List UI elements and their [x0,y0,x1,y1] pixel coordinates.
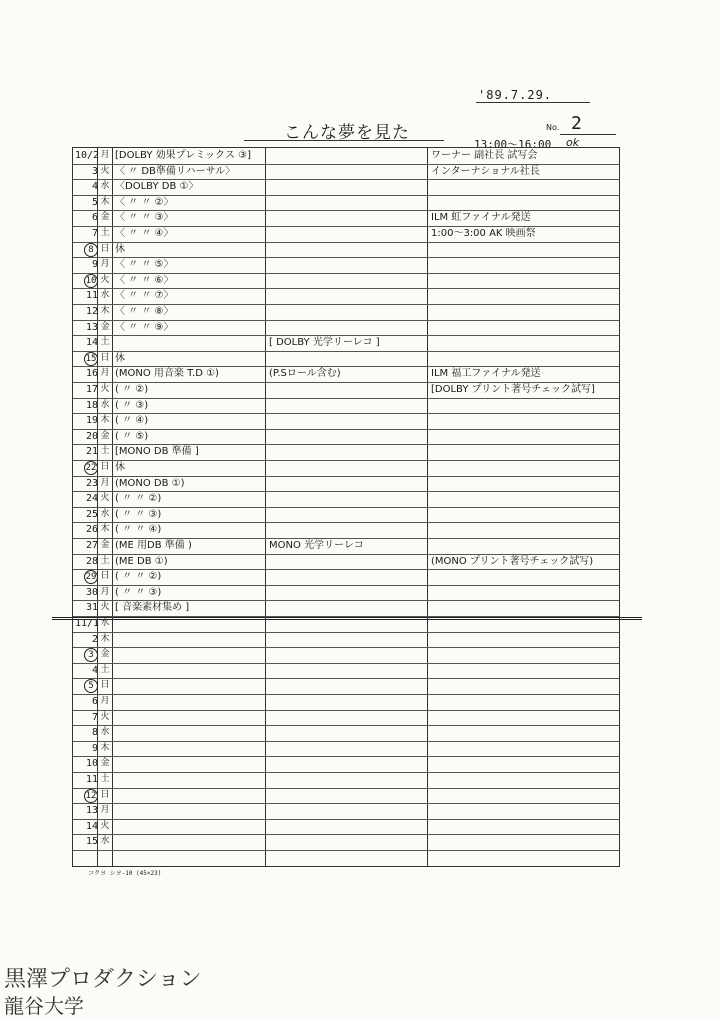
weekday-cell: 月 [100,150,110,160]
table-row [73,710,619,727]
weekday-cell: 木 [100,742,110,753]
post-production-cell: 〈 〃 〃 ⑦〉 [115,290,174,302]
post-production-cell: ( 〃 〃 ④) [115,524,162,536]
weekday-cell: 日 [100,352,110,363]
post-production-cell: [ 音楽素材集め ] [115,602,190,614]
weekday-cell: 土 [100,228,110,238]
table-row [73,491,619,508]
post-production-cell: ( 〃 ⑤) [115,430,149,442]
table-row [73,273,619,290]
schedule-grid [72,147,620,867]
circled-day-marker: 12 [85,790,97,801]
day-cell: 14 [85,337,98,349]
weekday-cell: 木 [100,524,110,535]
table-row [73,413,619,430]
day-cell [75,273,98,288]
day-cell: 12 [85,306,98,317]
title-underline [244,140,444,141]
post-production-cell: [DOLBY 効果プレミックス ③] [115,150,251,161]
day-cell: 13 [85,805,98,817]
day-cell: 2 [91,633,98,645]
post-production-cell: 〈DOLBY DB ①〉 [115,181,199,193]
day-cell: 7 [91,711,98,723]
notes-cell: ILM 福工ファイナル発送 [431,368,541,380]
page-number-label: No. [546,123,560,132]
weekday-cell: 火 [100,165,110,176]
day-cell: 6 [91,212,98,224]
circled-day-marker: 3 [84,648,98,662]
weekday-cell: 月 [100,805,110,816]
weekday-cell: 火 [100,711,110,722]
weekday-cell: 水 [100,508,110,519]
table-row [73,507,619,524]
weekday-cell: 水 [100,399,110,410]
day-cell: 10 [85,758,98,770]
weekday-cell: 土 [100,337,110,348]
post-production-cell: ( 〃 〃 ③) [115,508,162,520]
notes-cell: インターナショナル社長 [431,165,540,177]
table-row [73,694,619,711]
weekday-cell: 月 [100,477,110,488]
post-production-cell: ( 〃 ③) [115,399,149,411]
day-cell: 14 [85,820,98,832]
notes-cell: ILM 虹ファイナル発送 [431,212,531,224]
table-row [73,210,619,227]
table-row [73,382,619,399]
table-row [73,647,619,664]
circled-day-marker: 22 [85,463,97,473]
weekday-cell: 日 [100,243,110,254]
weekday-cell: 水 [100,618,110,628]
weekday-cell: 火 [100,820,110,831]
table-row [73,678,619,695]
post-production-cell: [MONO DB 準備 ] [115,446,199,458]
day-cell [75,569,98,584]
weekday-cell: 土 [100,555,110,566]
table-row [73,476,619,493]
day-cell: 24 [85,493,98,505]
table-row [73,772,619,789]
weekday-cell: 水 [100,727,110,738]
day-cell: 16 [85,368,98,380]
weekday-cell: 日 [100,571,110,582]
watermark-line-2: 龍谷大学 [4,994,84,1018]
table-row [73,569,619,586]
table-row [73,819,619,836]
table-row [73,803,619,820]
day-cell [75,351,98,366]
table-row [73,304,619,321]
day-cell: 4 [91,181,98,193]
table-row [73,444,619,461]
day-cell: 11 [85,290,98,302]
day-cell: 15 [85,836,98,848]
table-row [73,226,619,243]
table-row [73,164,619,181]
weekday-cell: 金 [100,212,110,223]
weekday-cell: 月 [100,259,110,270]
day-cell [75,788,98,803]
weekday-cell: 日 [100,462,110,472]
weekday-cell: 月 [100,368,110,379]
table-row [73,398,619,415]
weekday-cell: 日 [100,789,110,800]
day-cell: 9 [91,742,98,754]
day-cell: 11/1 [75,618,100,629]
document-title: こんな夢を見た [284,123,410,143]
optical-cell: [ DOLBY 光学リーレコ ] [269,337,380,349]
day-cell: 21 [85,446,98,458]
table-row [73,320,619,337]
post-production-cell: 〈 〃 〃 ⑧〉 [115,306,174,317]
notes-cell: 1:00〜3:00 AK 映画祭 [431,228,536,239]
post-production-cell: (ME DB ①) [115,555,168,567]
ok-note: ok [566,136,580,149]
weekday-cell: 月 [100,586,110,597]
weekday-cell: 木 [100,196,110,207]
day-cell: 7 [91,228,98,239]
day-cell: 17 [85,384,98,395]
table-row [73,179,619,196]
table-row [73,632,619,649]
weekday-cell: 土 [100,446,110,457]
optical-cell: (P.Sロール含む) [269,368,341,380]
table-row [73,522,619,539]
day-cell: 18 [85,399,98,411]
document-date: '89.7.29. [478,88,553,102]
weekday-cell: 木 [100,415,110,426]
day-cell [75,647,98,662]
form-code: コクヨ シヨ-10 (45×23) [88,870,162,877]
day-cell: 27 [85,540,98,551]
post-production-cell: ( 〃 〃 ②) [115,493,162,505]
watermark-line-1: 黒澤プロダクション [4,967,202,992]
day-cell: 10/2 [75,150,100,161]
table-row [73,335,619,352]
notes-cell: (MONO プリント著号チェック試写) [431,555,594,567]
table-row [73,756,619,773]
weekday-cell: 火 [100,274,110,285]
post-production-cell: 〈 〃 DB準備リハーサル〉 [115,165,236,177]
table-row [73,788,619,805]
weekday-cell: 火 [100,384,110,394]
weekday-cell: 金 [100,430,110,441]
circled-day-marker: 10 [85,275,97,286]
day-cell: 30 [85,586,98,598]
weekday-cell: 水 [100,290,110,301]
day-cell [75,678,98,693]
time-note: 13:00〜16:00 [474,138,552,151]
weekday-cell: 土 [100,774,110,784]
weekday-cell: 火 [100,602,110,613]
table-row [73,834,619,851]
page-number: 2 [571,113,582,134]
day-cell: 11 [85,774,98,785]
table-row [73,460,619,477]
day-cell: 28 [85,555,98,567]
circled-day-marker: 5 [84,679,98,693]
table-row [73,242,619,259]
optical-cell: MONO 光学リーレコ [269,540,364,551]
weekday-cell: 水 [100,181,110,192]
circled-day-marker: 15 [85,353,97,364]
day-cell: 6 [91,696,98,707]
circled-day-marker: 29 [85,572,97,583]
month-separator [52,617,642,620]
post-production-cell: (ME 用DB 準備 ) [115,540,192,551]
post-production-cell: 休 [115,352,125,364]
weekday-cell: 木 [100,633,110,644]
day-cell: 25 [85,508,98,520]
weekday-cell: 金 [100,649,110,660]
circled-day-marker: 8 [84,243,98,257]
weekday-cell: 月 [100,696,110,706]
weekday-cell: 水 [100,836,110,847]
day-cell: 3 [91,165,98,177]
table-row [73,366,619,383]
post-production-cell: ( 〃 ②) [115,384,149,395]
post-production-cell: 〈 〃 〃 ②〉 [115,196,174,208]
day-cell: 9 [91,259,98,271]
post-production-cell: ( 〃 〃 ②) [115,571,162,583]
post-production-cell: ( 〃 ④) [115,415,149,427]
post-production-cell: 〈 〃 〃 ③〉 [115,212,174,224]
day-cell: 5 [91,196,98,208]
day-cell: 8 [91,727,98,739]
weekday-cell: 火 [100,493,110,504]
weekday-cell: 金 [100,321,110,332]
table-row [73,538,619,555]
date-underline [476,102,590,103]
post-production-cell: 〈 〃 〃 ⑨〉 [115,321,174,333]
post-production-cell: 〈 〃 〃 ⑤〉 [115,259,174,271]
table-row [73,663,619,680]
table-row [73,554,619,571]
table-row [73,351,619,368]
day-cell: 26 [85,524,98,536]
day-cell [75,242,98,257]
table-row [73,288,619,305]
post-production-cell: 〈 〃 〃 ④〉 [115,228,174,239]
post-production-cell: 休 [115,462,125,473]
day-cell: 19 [85,415,98,427]
post-production-cell: (MONO 用音楽 T.D ①) [115,368,219,380]
table-row [73,148,619,165]
day-cell [75,460,98,475]
day-cell: 4 [91,664,98,676]
day-cell: 31 [85,602,98,614]
table-row [73,257,619,274]
post-production-cell: (MONO DB ①) [115,477,185,489]
weekday-cell: 木 [100,306,110,316]
notes-cell: [DOLBY プリント著号チェック試写] [431,384,595,395]
post-production-cell: 〈 〃 〃 ⑥〉 [115,274,174,286]
weekday-cell: 日 [100,680,110,691]
table-row [73,741,619,758]
notes-cell: ワーナー 副社長 試写会 [431,150,538,161]
weekday-cell: 土 [100,664,110,675]
weekday-cell: 金 [100,758,110,769]
table-row [73,600,619,617]
page-number-underline [560,134,616,135]
table-row [73,585,619,602]
day-cell: 13 [85,321,98,333]
post-production-cell: ( 〃 〃 ③) [115,586,162,598]
table-row [73,195,619,212]
day-cell: 23 [85,477,98,489]
table-row [73,725,619,742]
day-cell: 20 [85,430,98,442]
post-production-cell: 休 [115,243,125,255]
weekday-cell: 金 [100,540,110,550]
table-row [73,429,619,446]
